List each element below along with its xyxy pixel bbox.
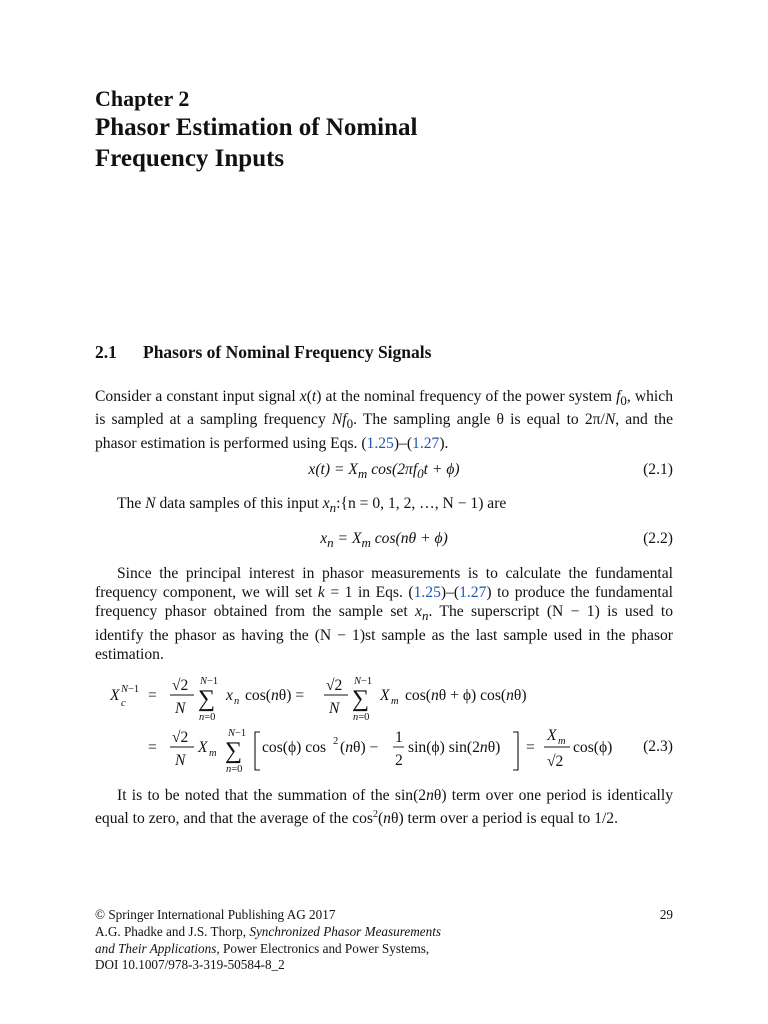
- equation-2-2: [95, 529, 673, 552]
- svg-text:N: N: [175, 752, 186, 769]
- page-number: 29: [659, 907, 673, 922]
- svg-text:X: X: [198, 739, 208, 756]
- svg-text:N−1: N−1: [354, 676, 373, 687]
- svg-text:=: =: [526, 739, 535, 756]
- citation-link[interactable]: 1.27: [412, 434, 440, 452]
- svg-text:2: 2: [333, 736, 339, 747]
- paragraph-3: Since the principal interest in phasor measurements is to calculate the fundamental frequency component, we will set k = 1 in Eqs. (1.25)–(1.27) to produce the fundamental frequency phasor obtained from the sample set $x_n$. The superscript (N − 1) is used to identify the phasor as having the (N − 1)st sample as the last sample used in the phasor estimation.: [95, 565, 673, 663]
- svg-text:cos(nθ) =: cos(nθ) =: [245, 687, 305, 704]
- svg-text:N: N: [175, 700, 186, 717]
- svg-text:N: N: [329, 700, 340, 717]
- paragraph-1: Consider a constant input signal x(t) at the nominal frequency of the power system $f_0$, which is sampled at a sampling frequency $Nf_0$. The sampling angle θ is equal to 2π/N, and the phasor estimation is performed using Eqs. (1.25)–(1.27).: [95, 388, 673, 452]
- svg-text:1: 1: [395, 729, 403, 746]
- svg-text:n=0: n=0: [199, 712, 216, 723]
- equation-expression: $x_n = X_m$ cos(nθ + ϕ): [320, 530, 448, 551]
- svg-text:m: m: [558, 736, 566, 747]
- citation-line: A.G. Phadke and J.S. Thorp, Synchronized Phasor Measurements: [95, 923, 442, 939]
- equation-2-3: [110, 670, 673, 780]
- svg-text:X: X: [547, 727, 557, 744]
- svg-text:∑: ∑: [352, 686, 370, 712]
- svg-text:N−1: N−1: [228, 728, 247, 739]
- svg-text:√2: √2: [326, 677, 343, 694]
- equation-number: (2.2): [643, 530, 673, 547]
- svg-text:X: X: [380, 687, 390, 704]
- svg-text:√2: √2: [172, 677, 189, 694]
- svg-text:c: c: [121, 698, 126, 709]
- svg-text:N−1: N−1: [200, 676, 219, 687]
- svg-text:√2: √2: [172, 729, 189, 746]
- svg-text:m: m: [209, 748, 217, 759]
- section-heading: [95, 342, 431, 363]
- paragraph-2: The N data samples of this input $x_n:\{n = 0$, 1, 2, …, N − 1) are: [117, 495, 507, 516]
- svg-text:(nθ) −: (nθ) −: [340, 739, 379, 756]
- svg-text:n=0: n=0: [353, 712, 370, 723]
- citation-link[interactable]: 1.25: [366, 434, 394, 452]
- svg-text:cos(ϕ): cos(ϕ): [573, 739, 613, 756]
- svg-text:∑: ∑: [225, 738, 243, 764]
- svg-text:cos(nθ + ϕ) cos(nθ): cos(nθ + ϕ) cos(nθ): [405, 687, 527, 704]
- doi-line: DOI 10.1007/978-3-319-50584-8_2: [95, 957, 285, 973]
- paragraph-4: It is to be noted that the summation of the sin(2nθ) term over one period is identically equal to zero, and that the average of the $\cos^2(n\theta)$ term over a period is equal to 1/2.: [95, 787, 673, 828]
- citation-link[interactable]: 1.25: [413, 584, 441, 602]
- svg-text:2: 2: [395, 752, 403, 769]
- chapter-title-line2: Frequency Inputs: [95, 145, 285, 172]
- svg-text:∑: ∑: [198, 686, 216, 712]
- svg-text:x: x: [226, 687, 233, 704]
- chapter-title: [95, 112, 655, 174]
- svg-text:n=0: n=0: [226, 764, 243, 775]
- page-footer: [95, 907, 673, 974]
- equation-2-1: [95, 460, 673, 483]
- svg-text:m: m: [391, 696, 399, 707]
- svg-text:√2: √2: [547, 753, 564, 770]
- svg-text:=: =: [148, 687, 157, 704]
- svg-text:X: X: [110, 687, 120, 704]
- svg-text:sin(ϕ) sin(2nθ): sin(ϕ) sin(2nθ): [408, 739, 501, 756]
- chapter-label: Chapter 2: [95, 86, 190, 111]
- chapter-title-line1: Phasor Estimation of Nominal: [95, 114, 418, 141]
- equation-number: (2.1): [643, 461, 673, 478]
- svg-text:n: n: [234, 696, 240, 707]
- svg-text:cos(ϕ) cos: cos(ϕ) cos: [262, 739, 327, 756]
- section-title: Phasors of Nominal Frequency Signals: [143, 342, 432, 362]
- svg-text:N−1: N−1: [121, 684, 140, 695]
- svg-text:=: =: [148, 739, 157, 756]
- section-number: 2.1: [95, 342, 117, 362]
- citation-link[interactable]: 1.27: [459, 584, 487, 602]
- equation-expression: $x(t) = X_m$ $\cos(2\pi f_0t + \phi)$: [308, 461, 460, 482]
- copyright-line: © Springer International Publishing AG 2017: [95, 907, 336, 922]
- equation-number: (2.3): [643, 738, 673, 755]
- citation-line: and Their Applications, Power Electronics and Power Systems,: [95, 940, 430, 956]
